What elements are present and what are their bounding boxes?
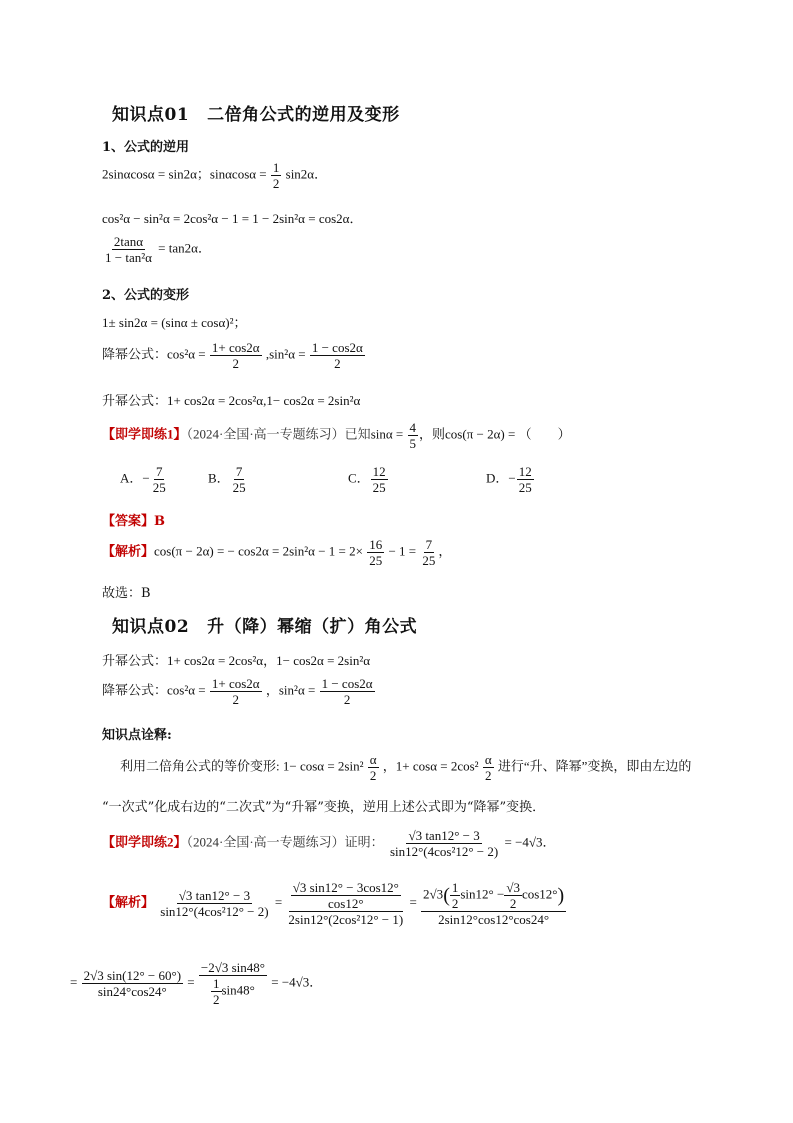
exercise-2: 【即学即练2】（2024·全国·高一专题练习）证明： $\frac{√3 \tan 12^\circ - 3}{\text{sin12°(4cos²12° − 2)}}$ = −4√3．	[102, 828, 556, 859]
answer-1: 【答案】B	[102, 514, 166, 529]
option-d[interactable]: D．− $\frac{12}{25}$	[486, 464, 532, 495]
solution-2-line-2: = $\frac{2√3 \sin(12^\circ - 60^\circ)}{\sin 24^\circ\cos 24^\circ}$ = −2√3 sin48° $\frac{1}{2}$ sin48° = −4√3．	[70, 960, 323, 1007]
subheading-inverse-use: 1、公式的逆用	[102, 140, 190, 155]
section-heading-2: 知识点02 升（降）幂缩（扩）角公式	[112, 617, 418, 637]
solution-1: 【解析】cos(π − 2α) = − cos2α = 2sin²α − 1 = 2× $\frac{16}{25}$ − 1 = $\frac{7}{25}$ ，	[102, 537, 452, 568]
formula-line-2: cos²α − sin²α = 2cos²α − 1 = 1 − 2sin²α = cos2α．	[102, 211, 363, 226]
subheading-transform: 2、公式的变形	[102, 288, 190, 303]
formula-line-4: 1± sin2α = (sinα ± cosα)²；	[102, 315, 247, 330]
formula-line-3: $\frac{2\tan\alpha}{\text{1 − tan²α}}$ = tan2α．	[105, 234, 211, 265]
note-paragraph-line-2: “一次式”化成右边的“二次式”为“升幂”变换，逆用上述公式即为“降幂”变换．	[102, 800, 546, 815]
option-b[interactable]: B． $\frac{7}{25}$	[208, 464, 246, 495]
formula-power-raise-2: 升幂公式：1+ cos2α = 2cos²α，1− cos2α = 2sin²α	[102, 653, 371, 668]
formula-power-raise: 升幂公式：1+ cos2α = 2cos²α,1− cos2α = 2sin²α	[102, 393, 361, 408]
choose-1: 故选：B	[102, 586, 151, 601]
exercise-1: 【即学即练1】（2024·全国·高一专题练习）已知sinα = $\frac{4}{5}$ ，则cos(π − 2α) = （ ）	[102, 420, 571, 451]
formula-power-reduction-2: 降幂公式：cos²α = $\frac{1+ \cos 2\alpha}{2}$ ，sin²α = $\frac{1 - \cos 2\alpha}{2}$	[102, 676, 373, 707]
formula-power-reduction: 降幂公式：cos²α = $\frac{1+ \cos 2\alpha}{2}$ ,sin²α = $\frac{1 - \cos 2\alpha}{2}$	[102, 340, 363, 371]
option-a[interactable]: A．− $\frac{7}{25}$	[120, 464, 166, 495]
section-heading-1: 知识点01 二倍角公式的逆用及变形	[112, 105, 400, 125]
note-paragraph-line-1: 利用二倍角公式的等价变形: 1− cosα = 2sin² $\frac{\alpha}{2}$ ，1+ cosα = 2cos² $\frac{\alpha}{2}$ 进行“升、降幂”变换，即由左边的	[120, 752, 692, 783]
option-c[interactable]: C． $\frac{12}{25}$	[348, 464, 386, 495]
formula-line-1: 2sinαcosα = sin2α；sinαcosα = $\frac{1}{2}$ sin2α．	[102, 160, 328, 191]
solution-2-line-1: 【解析】 $\frac{√3 \tan 12^\circ - 3}{\text{sin12°(4cos²12° − 2)}}$ = $\frac{\frac{√3 \sin 12^\circ - 3\cos 12^\circ}{\cos 12^\circ}}{\text{2sin12°(2cos²12° − 1)}}$ = 2√3( $\frac{1}{2}$ sin12° − $\frac{√3}{2}$ cos12°) 2sin12°cos12°cos24°	[102, 880, 565, 927]
note-heading: 知识点诠释:	[102, 728, 172, 743]
